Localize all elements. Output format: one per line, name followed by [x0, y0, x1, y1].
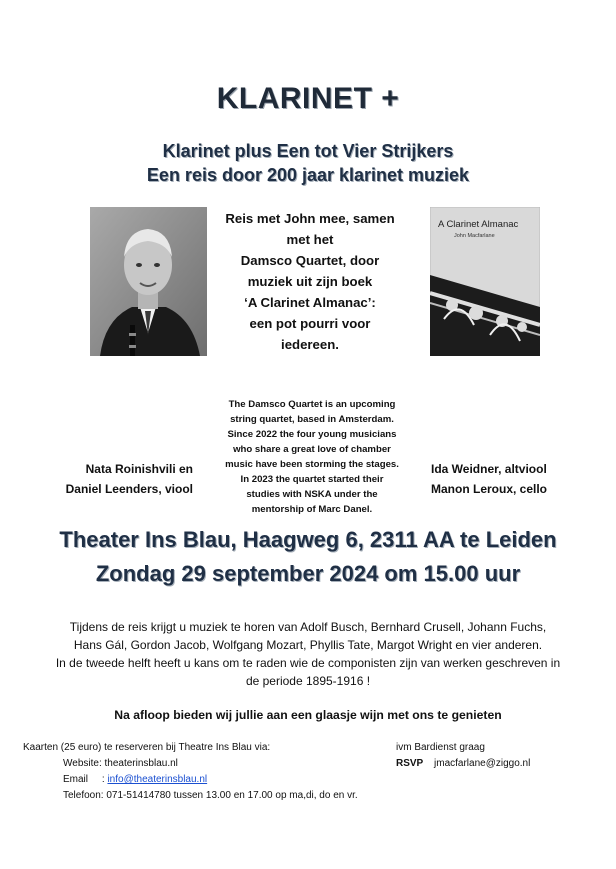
intro-line: muziek uit zijn boek: [247, 274, 373, 289]
names-left: [66, 459, 193, 499]
performer-line: Nata Roinishvili en: [85, 462, 193, 476]
rsvp-note: ivm Bardienst graag: [396, 742, 485, 753]
intro-line: met het: [286, 232, 334, 247]
book-cover-image: [430, 207, 540, 356]
quartet-description: [214, 397, 410, 517]
intro-line: ‘A Clarinet Almanac’:: [244, 295, 376, 310]
program-description: [20, 618, 596, 690]
email-link[interactable]: info@theaterinsblau.nl: [107, 774, 208, 785]
book-cover-title: A Clarinet Almanac: [438, 219, 519, 230]
names-right: [431, 459, 547, 499]
ticket-intro: Kaarten (25 euro) te reserveren bij Theatre Ins Blau via:: [23, 742, 271, 753]
ticket-info: [23, 740, 358, 804]
performer-line: Manon Leroux, cello: [431, 482, 548, 496]
rsvp-contact: jmacfarlane@ziggo.nl: [434, 758, 531, 769]
ticket-phone: Telefoon: 071-51414780 tussen 13.00 en 17.00 op ma,di, do en vr.: [63, 790, 358, 801]
intro-line: een pot pourri voor: [249, 316, 371, 331]
rsvp-info: [396, 740, 530, 772]
subtitle-line-2: Een reis door 200 jaar klarinet muziek: [146, 165, 470, 185]
performer-line: Daniel Leenders, viool: [65, 482, 193, 496]
body-line: Hans Gál, Gordon Jacob, Wolfgang Mozart, Phyllis Tate, Margot Wright en vier anderen.: [73, 638, 543, 652]
intro-line: Damsco Quartet, door: [240, 253, 380, 268]
book-cover-author: John Macfarlane: [454, 233, 495, 239]
subtitle-line-1: Klarinet plus Een tot Vier Strijkers: [162, 141, 454, 161]
venue-address: Theater Ins Blau, Haagweg 6, 2311 AA te Leiden: [59, 527, 557, 552]
intro-line: Reis met John mee, samen: [225, 211, 395, 226]
quartet-line: mentorship of Marc Danel.: [251, 504, 373, 515]
quartet-line: Since 2022 the four young musicians: [227, 429, 397, 440]
closing-note: Na afloop bieden wij jullie aan een glaasje wijn met ons te genieten: [114, 708, 502, 722]
event-date-time: Zondag 29 september 2024 om 15.00 uur: [95, 561, 521, 586]
email-label: Email :: [63, 774, 108, 785]
rsvp-row: [396, 756, 530, 772]
body-line: In de tweede helft heeft u kans om te raden wie de componisten zijn van werken geschreven in: [55, 656, 561, 670]
poster-title: KLARINET +: [216, 82, 400, 115]
portrait-photo: [90, 207, 207, 356]
intro-line: iedereen.: [281, 337, 339, 352]
rsvp-label: RSVP: [396, 758, 424, 769]
body-line: de periode 1895-1916 !: [245, 674, 371, 688]
quartet-line: string quartet, based in Amsterdam.: [230, 414, 394, 425]
quartet-line: studies with NSKA under the: [246, 489, 378, 500]
ticket-email-row: [23, 772, 358, 788]
ticket-website: Website: theaterinsblau.nl: [63, 758, 178, 769]
quartet-line: In 2023 the quartet started their: [240, 474, 384, 485]
quartet-line: The Damsco Quartet is an upcoming: [228, 399, 396, 410]
quartet-line: music have been storming the stages.: [225, 459, 399, 470]
intro-text: [220, 208, 400, 355]
quartet-line: who share a great love of chamber: [233, 444, 391, 455]
performer-line: Ida Weidner, altviool: [431, 462, 547, 476]
body-line: Tijdens de reis krijgt u muziek te horen van Adolf Busch, Bernhard Crusell, Johann Fuchs,: [69, 620, 547, 634]
